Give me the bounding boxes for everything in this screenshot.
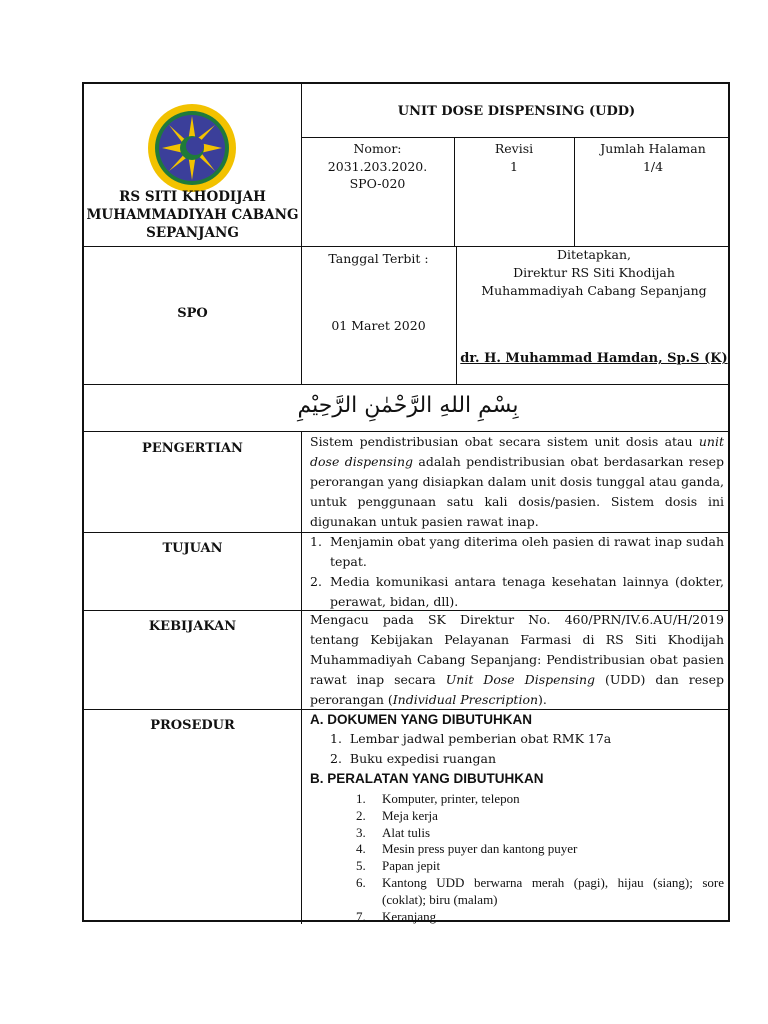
hospital-name: RS SITI KHODIJAH MUHAMMADIYAH CABANG SEPANJANG [86,189,299,241]
prosedur-heading-a: A. DOKUMEN YANG DIBUTUHKAN [310,712,533,727]
ditetapkan-line: Muhammadiyah Cabang Sepanjang [481,283,707,298]
kebijakan-text [310,610,724,710]
nomor-value-code: SPO-020 [349,176,406,191]
prosedur-label: PROSEDUR [150,718,235,733]
item-number: 3. [356,824,366,840]
halaman-label: Jumlah Halaman [600,141,706,156]
kebijakan-label: KEBIJAKAN [148,619,237,634]
list-item [356,808,724,825]
pengertian-text-part: adalah pendistribusian obat berdasarkan resep perorangan yang disiapkan dalam unit dosis tunggal atau ganda, untuk penggunaan satu kali dosis/pasien. Sistem dosis ini digunakan untuk pasien rawat inap. [310,454,724,529]
spo-document-frame [82,82,730,922]
item-number: 5. [356,858,366,874]
list-item [310,572,724,612]
kebijakan-text-italic: Unit Dose Dispensing [445,672,596,687]
kebijakan-text-part: (UDD) dan resep perorangan ( [310,672,724,707]
item-number: 1. [356,791,366,806]
list-item [356,825,724,842]
tanggal-label: Tanggal Terbit : [328,251,429,266]
pengertian-text-part: Sistem pendistribusian obat secara sistem unit dosis atau [310,434,699,449]
item-text: Kantong UDD berwarna merah (pagi), hijau (siang); sore (coklat); biru (malam) [382,874,724,907]
list-item [356,791,724,808]
spo-label: SPO [177,306,208,321]
item-text: Papan jepit [382,858,441,874]
item-text: Komputer, printer, telepon [382,791,520,806]
item-text: Alat tulis [382,824,431,840]
ditetapkan-line: Ditetapkan, [557,247,631,262]
item-text: Meja kerja [382,807,438,823]
item-number: 4. [356,841,366,857]
divider [84,384,728,385]
basmalah-calligraphy: بِسْمِ اللهِ الرَّحْمٰنِ الرَّحِيْمِ [297,393,519,418]
item-text: Lembar jadwal pemberian obat RMK 17a [349,731,612,746]
divider [301,84,302,384]
signer-name: dr. H. Muhammad Hamdan, Sp.S (K) [460,351,728,366]
document-title: UNIT DOSE DISPENSING (UDD) [397,104,636,119]
item-text: Menjamin obat yang diterima oleh pasien di rawat inap sudah tepat. [330,534,724,569]
nomor-label: Nomor: [353,141,402,156]
list-item [356,909,724,926]
item-number: 1. [330,731,342,746]
kebijakan-text-part: ). [538,692,547,707]
pengertian-text [310,432,724,532]
nomor-value: 2031.203.2020. [327,159,428,174]
pengertian-text-italic: unit dose dispensing [310,434,724,469]
tools-list [356,791,724,925]
halaman-value: 1/4 [642,159,664,174]
item-text: Keranjang [382,908,437,924]
revisi-label: Revisi [494,141,534,156]
item-number: 2. [356,807,366,823]
list-item [356,875,724,909]
kebijakan-text-italic: Individual Prescription [392,692,539,707]
kebijakan-text-part: Mengacu pada SK Direktur No. 460/PRN/IV.6.AU/H/2019 tentang Kebijakan Pelayanan Farmasi di RS Siti Khodijah Muhammadiyah Cabang Sepanjang: Pendistribusian obat pasien rawat inap secara [310,612,724,687]
list-item [330,729,611,748]
list-item [310,532,724,572]
item-number: 2. [330,751,342,766]
item-number: 7. [356,908,366,924]
divider [301,431,302,924]
ditetapkan-line: Direktur RS Siti Khodijah [513,265,675,280]
hospital-logo [146,102,238,198]
item-number: 1. [310,534,322,549]
tujuan-list [310,532,724,612]
item-text: Buku expedisi ruangan [349,751,496,766]
revisi-value: 1 [510,159,518,174]
prosedur-heading-b: B. PERALATAN YANG DIBUTUHKAN [310,771,544,786]
item-number: 6. [356,874,366,890]
item-number: 2. [310,574,322,589]
divider [301,137,728,138]
tanggal-value: 01 Maret 2020 [331,318,426,333]
list-item [356,841,724,858]
item-text: Mesin press puyer dan kantong puyer [382,841,578,857]
item-text: Media komunikasi antara tenaga kesehatan lainnya (dokter, perawat, bidan, dll). [330,574,724,609]
tujuan-label: TUJUAN [162,541,223,556]
pengertian-label: PENGERTIAN [142,441,243,456]
list-item [356,858,724,875]
list-item [330,749,496,768]
